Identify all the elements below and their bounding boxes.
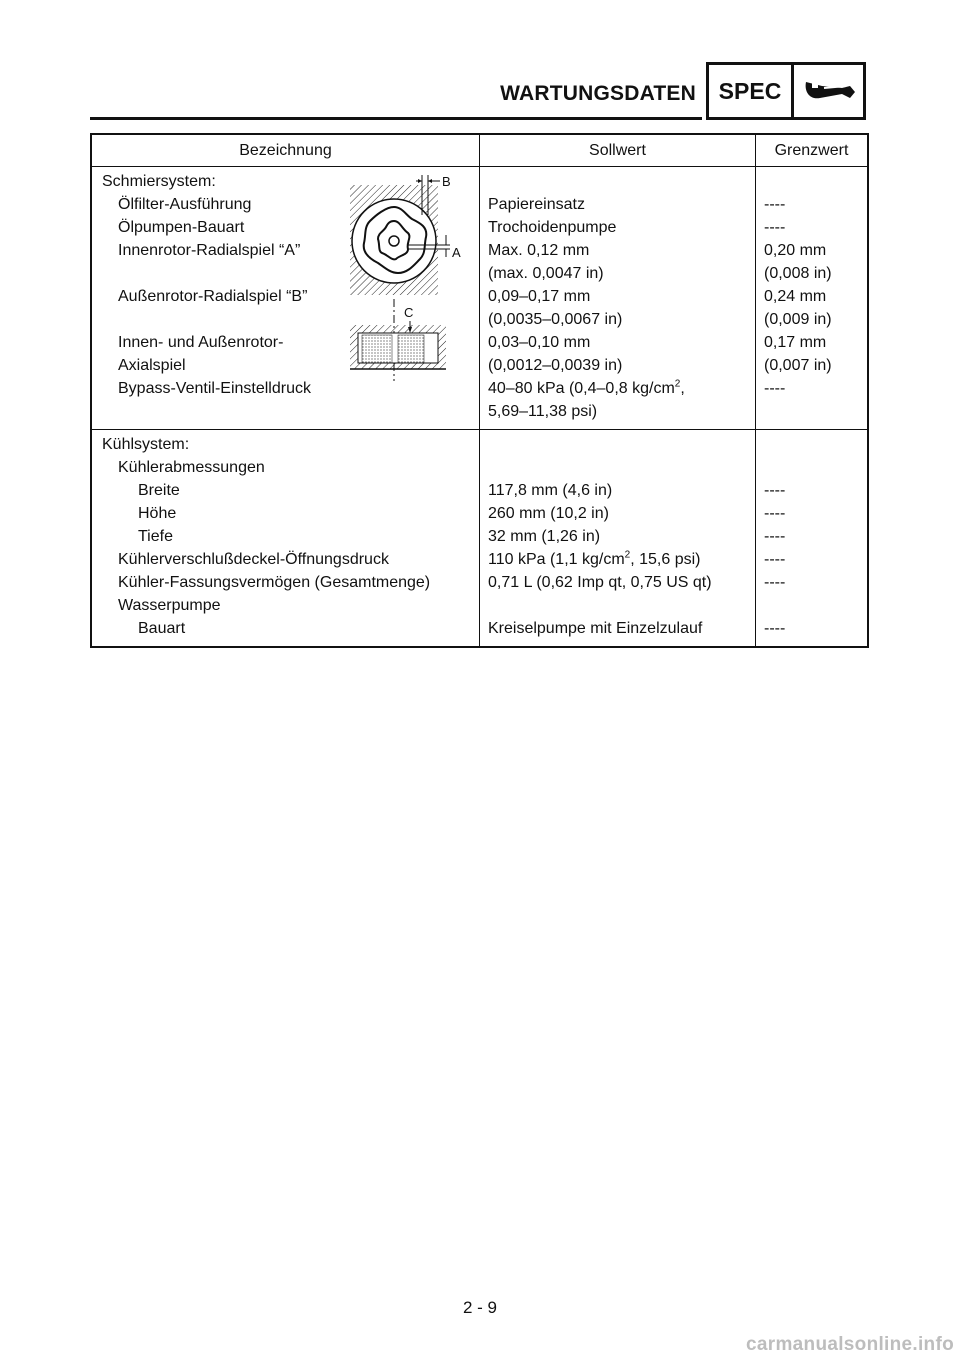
row-value: 40–80 kPa (0,4–0,8 $kg/cm^2$, xyxy=(488,378,685,397)
section-heading: Schmiersystem: xyxy=(102,173,216,190)
oil-pump-rotor-drawing xyxy=(350,175,474,381)
column-header-limit: Grenzwert xyxy=(774,141,849,159)
watermark: carmanualsonline.info xyxy=(746,1334,954,1355)
drawing-label-b: B xyxy=(442,175,451,189)
row-limit: ---- xyxy=(764,380,786,397)
row-label: Bypass-Ventil-Einstelldruck xyxy=(118,380,311,397)
row-label: Ölpumpen-Bauart xyxy=(118,219,245,236)
row-value: 0,09–0,17 mm xyxy=(488,288,591,305)
row-limit: ---- xyxy=(764,620,786,637)
row-label: Kühler-Fassungsvermögen (Gesamtmenge) xyxy=(118,574,431,591)
row-limit: ---- xyxy=(764,528,786,545)
row-limit: (0,008 in) xyxy=(764,265,832,282)
section-cooling xyxy=(92,429,867,646)
row-label: Tiefe xyxy=(138,528,173,545)
row-label: Kühlerverschlußdeckel-Öffnungsdruck xyxy=(118,551,389,568)
row-label: Kühlerabmessungen xyxy=(118,459,265,476)
section-lubrication xyxy=(92,167,867,429)
row-label: Höhe xyxy=(138,505,177,522)
row-limit: 0,17 mm xyxy=(764,334,827,351)
row-limit: 0,20 mm xyxy=(764,242,827,259)
row-label: Innen- und Außenrotor- xyxy=(118,334,284,351)
wrench-icon xyxy=(794,65,863,117)
column-header-designation: Bezeichnung xyxy=(92,135,480,166)
header-rule xyxy=(90,117,702,120)
row-value: (0,0012–0,0039 in) xyxy=(488,357,623,374)
row-label: Axialspiel xyxy=(118,357,186,374)
page-title: WARTUNGSDATEN xyxy=(500,82,696,105)
row-value: (max. 0,0047 in) xyxy=(488,265,604,282)
row-limit: ---- xyxy=(764,219,786,236)
row-value: Trochoidenpumpe xyxy=(488,219,617,236)
column-header-nominal: Sollwert xyxy=(480,135,756,166)
row-label: Wasserpumpe xyxy=(118,597,221,614)
drawing-label-a: A xyxy=(452,245,461,260)
row-label: Bauart xyxy=(138,620,186,637)
row-value: 32 mm (1,26 in) xyxy=(488,528,601,545)
row-label: Innenrotor-Radialspiel “A” xyxy=(118,242,301,259)
table-header xyxy=(92,135,867,167)
row-value: Max. 0,12 mm xyxy=(488,242,590,259)
row-label: Außenrotor-Radialspiel “B” xyxy=(118,288,308,305)
cooling-values xyxy=(480,430,756,646)
row-limit: ---- xyxy=(764,505,786,522)
row-label: Breite xyxy=(138,482,180,499)
row-value: 260 mm (10,2 in) xyxy=(488,505,609,522)
section-heading: Kühlsystem: xyxy=(102,436,190,453)
lubrication-limits xyxy=(756,167,867,429)
row-value: 5,69–11,38 psi) xyxy=(488,403,598,420)
row-value: 110 kPa (1,1 $kg/cm^2$, 15,6 psi) xyxy=(488,549,701,568)
specification-table xyxy=(90,133,869,648)
row-limit: ---- xyxy=(764,574,786,591)
lubrication-values xyxy=(480,167,756,429)
spec-label: SPEC xyxy=(709,65,794,117)
row-value: Papiereinsatz xyxy=(488,196,585,213)
row-limit: 0,24 mm xyxy=(764,288,827,305)
row-value: 0,03–0,10 mm xyxy=(488,334,591,351)
row-label: Ölfilter-Ausführung xyxy=(118,196,252,213)
row-value: Kreiselpumpe mit Einzelzulauf xyxy=(488,620,703,637)
spec-badge xyxy=(706,62,866,120)
row-limit: ---- xyxy=(764,482,786,499)
page-number: 2 - 9 xyxy=(462,1298,498,1317)
row-limit: ---- xyxy=(764,196,786,213)
row-value: 117,8 mm (4,6 in) xyxy=(488,482,613,499)
row-value: (0,0035–0,0067 in) xyxy=(488,311,623,328)
row-limit: (0,007 in) xyxy=(764,357,832,374)
row-limit: ---- xyxy=(764,551,786,568)
cooling-labels xyxy=(92,430,480,646)
row-limit: (0,009 in) xyxy=(764,311,832,328)
cooling-limits xyxy=(756,430,867,646)
row-value: 0,71 L (0,62 Imp qt, 0,75 US qt) xyxy=(488,574,712,591)
drawing-label-c: C xyxy=(404,305,414,320)
